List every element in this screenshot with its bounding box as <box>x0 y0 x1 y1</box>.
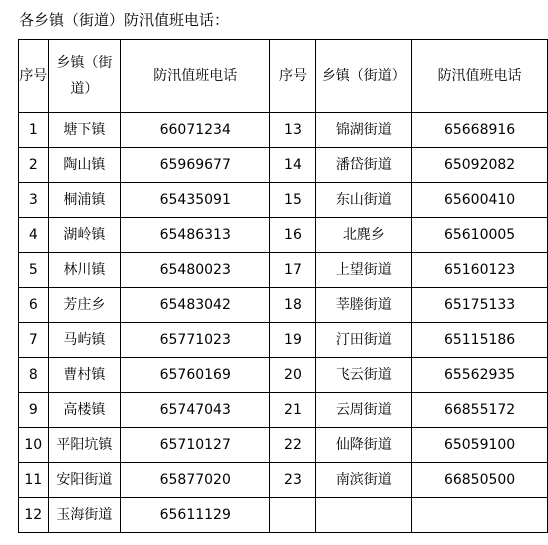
town-name: 马屿镇 <box>48 323 120 358</box>
town-name: 仙降街道 <box>316 428 412 463</box>
duty-phone: 65115186 <box>412 323 548 358</box>
duty-phone: 66855172 <box>412 393 548 428</box>
duty-phone: 65600410 <box>412 183 548 218</box>
town-name: 北麂乡 <box>316 218 412 253</box>
row-index: 15 <box>270 183 316 218</box>
row-index: 11 <box>19 463 49 498</box>
duty-phone: 65747043 <box>121 393 270 428</box>
table-row <box>19 323 548 358</box>
table-row <box>19 113 548 148</box>
table-row <box>19 148 548 183</box>
duty-phone: 65611129 <box>121 498 270 533</box>
row-index <box>270 498 316 533</box>
town-name: 林川镇 <box>48 253 120 288</box>
town-name: 高楼镇 <box>48 393 120 428</box>
row-index: 10 <box>19 428 49 463</box>
table-row <box>19 463 548 498</box>
table-header-row <box>19 40 548 113</box>
duty-phone: 65059100 <box>412 428 548 463</box>
row-index: 9 <box>19 393 49 428</box>
town-name: 潘岱街道 <box>316 148 412 183</box>
table-caption: 各乡镇（街道）防汛值班电话： <box>19 11 230 29</box>
town-name: 莘塍街道 <box>316 288 412 323</box>
row-index: 14 <box>270 148 316 183</box>
town-name: 塘下镇 <box>48 113 120 148</box>
table-row <box>19 428 548 463</box>
table-row <box>19 218 548 253</box>
duty-phone: 65175133 <box>412 288 548 323</box>
duty-phone: 65562935 <box>412 358 548 393</box>
row-index: 4 <box>19 218 49 253</box>
duty-phone: 65969677 <box>121 148 270 183</box>
duty-phone <box>412 498 548 533</box>
row-index: 2 <box>19 148 49 183</box>
table-row <box>19 393 548 428</box>
flood-duty-phone-table <box>18 39 548 533</box>
duty-phone: 65480023 <box>121 253 270 288</box>
town-name: 南滨街道 <box>316 463 412 498</box>
row-index: 6 <box>19 288 49 323</box>
row-index: 19 <box>270 323 316 358</box>
duty-phone: 65710127 <box>121 428 270 463</box>
duty-phone: 66071234 <box>121 113 270 148</box>
town-name: 云周街道 <box>316 393 412 428</box>
town-name: 湖岭镇 <box>48 218 120 253</box>
row-index: 21 <box>270 393 316 428</box>
row-index: 1 <box>19 113 49 148</box>
table-body <box>19 40 548 533</box>
town-name: 东山街道 <box>316 183 412 218</box>
row-index: 23 <box>270 463 316 498</box>
town-name: 陶山镇 <box>48 148 120 183</box>
town-name: 飞云街道 <box>316 358 412 393</box>
duty-phone: 65610005 <box>412 218 548 253</box>
row-index: 18 <box>270 288 316 323</box>
table-row <box>19 183 548 218</box>
town-name: 平阳坑镇 <box>48 428 120 463</box>
duty-phone: 65668916 <box>412 113 548 148</box>
header-index-2: 序号 <box>270 40 316 113</box>
row-index: 13 <box>270 113 316 148</box>
header-phone-2: 防汛值班电话 <box>412 40 548 113</box>
header-town: 乡镇（街道） <box>48 40 120 113</box>
row-index: 16 <box>270 218 316 253</box>
row-index: 17 <box>270 253 316 288</box>
duty-phone: 65160123 <box>412 253 548 288</box>
row-index: 8 <box>19 358 49 393</box>
row-index: 7 <box>19 323 49 358</box>
duty-phone: 65483042 <box>121 288 270 323</box>
duty-phone: 65771023 <box>121 323 270 358</box>
header-index: 序号 <box>19 40 49 113</box>
row-index: 12 <box>19 498 49 533</box>
town-name: 玉海街道 <box>48 498 120 533</box>
table-row <box>19 253 548 288</box>
town-name: 芳庄乡 <box>48 288 120 323</box>
duty-phone: 65092082 <box>412 148 548 183</box>
duty-phone: 66850500 <box>412 463 548 498</box>
town-name <box>316 498 412 533</box>
row-index: 3 <box>19 183 49 218</box>
town-name: 上望街道 <box>316 253 412 288</box>
table-row <box>19 358 548 393</box>
duty-phone: 65760169 <box>121 358 270 393</box>
duty-phone: 65435091 <box>121 183 270 218</box>
row-index: 22 <box>270 428 316 463</box>
duty-phone: 65486313 <box>121 218 270 253</box>
town-name: 桐浦镇 <box>48 183 120 218</box>
town-name: 锦湖街道 <box>316 113 412 148</box>
table-row <box>19 288 548 323</box>
row-index: 20 <box>270 358 316 393</box>
header-town-2: 乡镇（街道） <box>316 40 412 113</box>
header-phone: 防汛值班电话 <box>121 40 270 113</box>
table-row <box>19 498 548 533</box>
duty-phone: 65877020 <box>121 463 270 498</box>
town-name: 汀田街道 <box>316 323 412 358</box>
row-index: 5 <box>19 253 49 288</box>
town-name: 安阳街道 <box>48 463 120 498</box>
town-name: 曹村镇 <box>48 358 120 393</box>
